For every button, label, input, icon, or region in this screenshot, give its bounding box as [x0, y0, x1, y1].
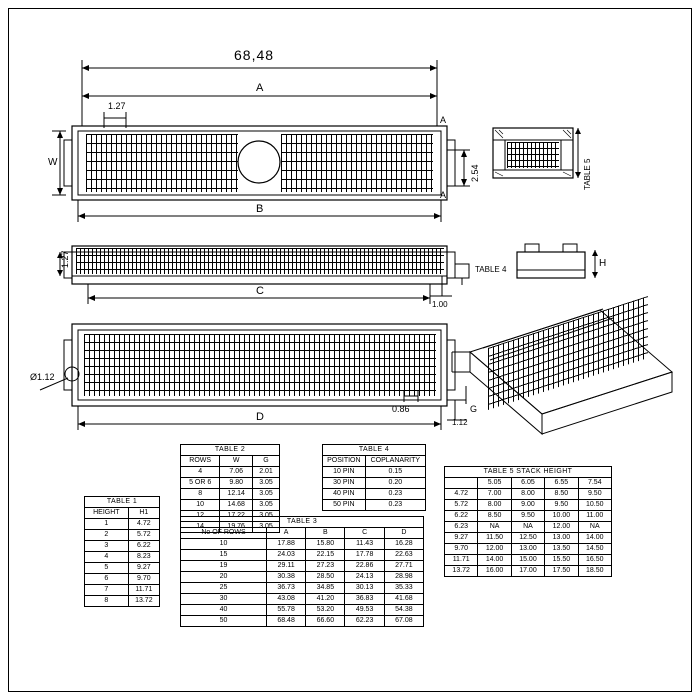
- table-cell: 14.00: [578, 533, 611, 544]
- table-cell: 9.50: [578, 489, 611, 500]
- table-row: [181, 539, 424, 550]
- table-cell: 15.00: [511, 555, 544, 566]
- dim-label-D: D: [256, 411, 264, 423]
- table-4-header-cell: COPLANARITY: [365, 456, 425, 467]
- table-row: [85, 585, 160, 596]
- table-cell: 11.00: [578, 511, 611, 522]
- table-cell: 36.83: [345, 594, 384, 605]
- table-cell: 2: [85, 530, 129, 541]
- table-cell: 22.63: [384, 550, 423, 561]
- dim-overall-length: 68,48: [234, 47, 275, 63]
- table-cell: 3.05: [253, 522, 280, 533]
- table-cell: 12.14: [220, 489, 253, 500]
- table-3-header-cell: D: [384, 528, 423, 539]
- table-cell: 22.15: [306, 550, 345, 561]
- dim-pitch-left-view: 1.27: [60, 250, 70, 268]
- table-3-header-cell: B: [306, 528, 345, 539]
- table-cell: 43.08: [266, 594, 305, 605]
- table-row: [181, 489, 280, 500]
- table-row: [181, 594, 424, 605]
- table-cell: 8.23: [128, 552, 159, 563]
- table-cell: 41.20: [306, 594, 345, 605]
- table-row: [445, 511, 612, 522]
- table-cell: 14.00: [478, 555, 511, 566]
- table-cell: 34.85: [306, 583, 345, 594]
- table-cell: 3.05: [253, 500, 280, 511]
- table-cell: 10.50: [578, 500, 611, 511]
- table-4: [322, 444, 426, 511]
- table-row: [445, 489, 612, 500]
- table-cell: 12.00: [478, 544, 511, 555]
- pin-field-top-right: [281, 134, 433, 192]
- table-cell: 30.38: [266, 572, 305, 583]
- table-cell: 4: [85, 552, 129, 563]
- table-2-title: TABLE 2: [181, 445, 280, 456]
- table-cell: 5.72: [128, 530, 159, 541]
- table-cell: 3: [85, 541, 129, 552]
- table-cell: 11.43: [345, 539, 384, 550]
- table-cell: 40: [181, 605, 267, 616]
- table-row: [445, 566, 612, 577]
- table-cell: 6.05: [511, 478, 544, 489]
- table-cell: 50: [181, 616, 267, 627]
- table-cell: 8: [85, 596, 129, 607]
- table-cell: 9.00: [511, 500, 544, 511]
- table-cell: 9.50: [545, 500, 578, 511]
- table-cell: 15: [181, 550, 267, 561]
- table-row: [85, 596, 160, 607]
- table-cell: 6: [85, 574, 129, 585]
- table-cell: 6.22: [445, 511, 478, 522]
- table-row: [323, 478, 426, 489]
- table-cell: 9.50: [511, 511, 544, 522]
- table-cell: 8.50: [478, 511, 511, 522]
- table-cell: [445, 478, 478, 489]
- table-cell: 49.53: [345, 605, 384, 616]
- table-row: [181, 561, 424, 572]
- table-cell: 10.00: [545, 511, 578, 522]
- table-cell: 40 PIN: [323, 489, 366, 500]
- table-cell: 11.71: [445, 555, 478, 566]
- table-cell: 6.22: [128, 541, 159, 552]
- table-cell: 17.50: [545, 566, 578, 577]
- table-cell: 2.01: [253, 467, 280, 478]
- table-cell: 12: [181, 511, 220, 522]
- table-cell: 30: [181, 594, 267, 605]
- table-cell: 7.00: [478, 489, 511, 500]
- table-row: [85, 530, 160, 541]
- table-cell: 10 PIN: [323, 467, 366, 478]
- dim-height-1-00: 1.00: [432, 300, 448, 309]
- table-cell: 9.27: [445, 533, 478, 544]
- table-cell: 8.50: [545, 489, 578, 500]
- table-cell: 9.70: [445, 544, 478, 555]
- dim-label-A-right-top: A: [440, 115, 447, 125]
- table-cell: 20: [181, 572, 267, 583]
- table-cell: 3.05: [253, 511, 280, 522]
- table-cell: 8.00: [478, 500, 511, 511]
- table-5: [444, 466, 612, 577]
- table-row: [181, 500, 280, 511]
- table-5-title: TABLE 5 STACK HEIGHT: [445, 467, 612, 478]
- table-cell: 5 OR 6: [181, 478, 220, 489]
- table-cell: 36.73: [266, 583, 305, 594]
- table-cell: 13.00: [511, 544, 544, 555]
- table-1-header-cell: H1: [128, 508, 159, 519]
- table-cell: 9.70: [128, 574, 159, 585]
- table-cell: 11.50: [478, 533, 511, 544]
- table-row: [85, 574, 160, 585]
- table-cell: 16.28: [384, 539, 423, 550]
- dim-label-W: W: [48, 157, 58, 168]
- table-cell: 1: [85, 519, 129, 530]
- table-row: [445, 500, 612, 511]
- table-cell: 14: [181, 522, 220, 533]
- table-cell: 13.50: [545, 544, 578, 555]
- table-cell: 14.50: [578, 544, 611, 555]
- table-cell: 3.05: [253, 489, 280, 500]
- table-row: [85, 563, 160, 574]
- table-cell: 6.23: [445, 522, 478, 533]
- table-row: [445, 522, 612, 533]
- table-row: [181, 616, 424, 627]
- dim-row-spacing: 2.54: [470, 164, 480, 182]
- table-row: [181, 583, 424, 594]
- dim-label-C: C: [256, 285, 264, 297]
- table-cell: 13.72: [445, 566, 478, 577]
- table-cell: 9.80: [220, 478, 253, 489]
- table-cell: 41.68: [384, 594, 423, 605]
- table-cell: 14.68: [220, 500, 253, 511]
- table-cell: 5.05: [478, 478, 511, 489]
- table-row: [181, 478, 280, 489]
- table-cell: 17.00: [511, 566, 544, 577]
- table-cell: 0.20: [365, 478, 425, 489]
- dim-1-12: 1.12: [452, 418, 468, 427]
- table-cell: 4.72: [445, 489, 478, 500]
- table-row: [323, 500, 426, 511]
- dim-label-H: H: [599, 258, 607, 269]
- table-cell: 7.06: [220, 467, 253, 478]
- table-row: [445, 555, 612, 566]
- dim-width-0-86: 0.86: [392, 404, 410, 414]
- table-row: [85, 552, 160, 563]
- table-1-title: TABLE 1: [85, 497, 160, 508]
- table-cell: 66.60: [306, 616, 345, 627]
- table-row: [445, 478, 612, 489]
- table-cell: 22.86: [345, 561, 384, 572]
- table-cell: 4: [181, 467, 220, 478]
- table-cell: 35.33: [384, 583, 423, 594]
- table-cell: 7.54: [578, 478, 611, 489]
- table-row: [323, 489, 426, 500]
- pin-field-top-left: [86, 134, 238, 192]
- table-cell: 27.71: [384, 561, 423, 572]
- table-cell: 13.00: [545, 533, 578, 544]
- table-cell: 24.03: [266, 550, 305, 561]
- dim-label-G: G: [470, 404, 478, 414]
- table-cell: 4.72: [128, 519, 159, 530]
- table-cell: 17.88: [266, 539, 305, 550]
- pin-field-section-view: [507, 142, 559, 168]
- table-row: [445, 533, 612, 544]
- table-row: [85, 519, 160, 530]
- dim-label-A-top: A: [256, 82, 264, 94]
- table-row: [181, 550, 424, 561]
- table-cell: 8: [181, 489, 220, 500]
- table-2-header-cell: W: [220, 456, 253, 467]
- table-cell: 15.50: [545, 555, 578, 566]
- table-cell: 0.15: [365, 467, 425, 478]
- table-cell: 17.22: [220, 511, 253, 522]
- table-3-title: TABLE 3: [181, 517, 424, 528]
- table-cell: 54.38: [384, 605, 423, 616]
- table-cell: 5.72: [445, 500, 478, 511]
- table-3-header-cell: No OF ROWS: [181, 528, 267, 539]
- table-row: [85, 541, 160, 552]
- table-2-header-cell: ROWS: [181, 456, 220, 467]
- table-cell: 30 PIN: [323, 478, 366, 489]
- table-cell: 18.50: [578, 566, 611, 577]
- table-cell: 5: [85, 563, 129, 574]
- table-cell: 13.72: [128, 596, 159, 607]
- table5-reference: TABLE 5: [583, 158, 592, 190]
- table-cell: 7: [85, 585, 129, 596]
- table-cell: 12.00: [545, 522, 578, 533]
- table-cell: 25: [181, 583, 267, 594]
- table-cell: 3.05: [253, 478, 280, 489]
- table-cell: 28.50: [306, 572, 345, 583]
- table-cell: 19: [181, 561, 267, 572]
- table-row: [323, 467, 426, 478]
- table-cell: 0.23: [365, 489, 425, 500]
- table-row: [181, 572, 424, 583]
- dim-hole-diameter: Ø1.12: [30, 372, 55, 382]
- dim-pitch-top: 1.27: [108, 101, 126, 111]
- table-3-header-cell: C: [345, 528, 384, 539]
- table-cell: 28.98: [384, 572, 423, 583]
- table-cell: 55.78: [266, 605, 305, 616]
- dim-label-B: B: [256, 203, 264, 215]
- table-row: [181, 605, 424, 616]
- table-cell: 15.80: [306, 539, 345, 550]
- table-cell: 9.27: [128, 563, 159, 574]
- table-cell: 8.00: [511, 489, 544, 500]
- table-cell: 11.71: [128, 585, 159, 596]
- pin-field-bottom-view: [84, 334, 436, 396]
- table-row: [181, 467, 280, 478]
- table-cell: 50 PIN: [323, 500, 366, 511]
- table-4-header-cell: POSITION: [323, 456, 366, 467]
- table-cell: 16.00: [478, 566, 511, 577]
- table-cell: 29.11: [266, 561, 305, 572]
- table-cell: 10: [181, 500, 220, 511]
- dim-label-A-right-bottom: A: [440, 190, 447, 200]
- table-cell: NA: [578, 522, 611, 533]
- table-cell: 6.55: [545, 478, 578, 489]
- table-1-header-cell: HEIGHT: [85, 508, 129, 519]
- table-cell: NA: [478, 522, 511, 533]
- table-cell: 10: [181, 539, 267, 550]
- table-cell: 62.23: [345, 616, 384, 627]
- table-cell: 17.78: [345, 550, 384, 561]
- table-cell: 16.50: [578, 555, 611, 566]
- table-cell: 0.23: [365, 500, 425, 511]
- table-1: [84, 496, 160, 607]
- table-cell: NA: [511, 522, 544, 533]
- table-cell: 27.23: [306, 561, 345, 572]
- table-cell: 24.13: [345, 572, 384, 583]
- table-cell: 19.76: [220, 522, 253, 533]
- table-cell: 67.08: [384, 616, 423, 627]
- table-3-header-cell: A: [266, 528, 305, 539]
- table-2-header-cell: G: [253, 456, 280, 467]
- table-3: [180, 516, 424, 627]
- table-cell: 68.48: [266, 616, 305, 627]
- table-row: [445, 544, 612, 555]
- table4-reference: TABLE 4: [475, 265, 507, 274]
- pin-field-middle-view: [76, 248, 444, 274]
- table-cell: 30.13: [345, 583, 384, 594]
- table-4-title: TABLE 4: [323, 445, 426, 456]
- table-cell: 12.50: [511, 533, 544, 544]
- table-cell: 53.20: [306, 605, 345, 616]
